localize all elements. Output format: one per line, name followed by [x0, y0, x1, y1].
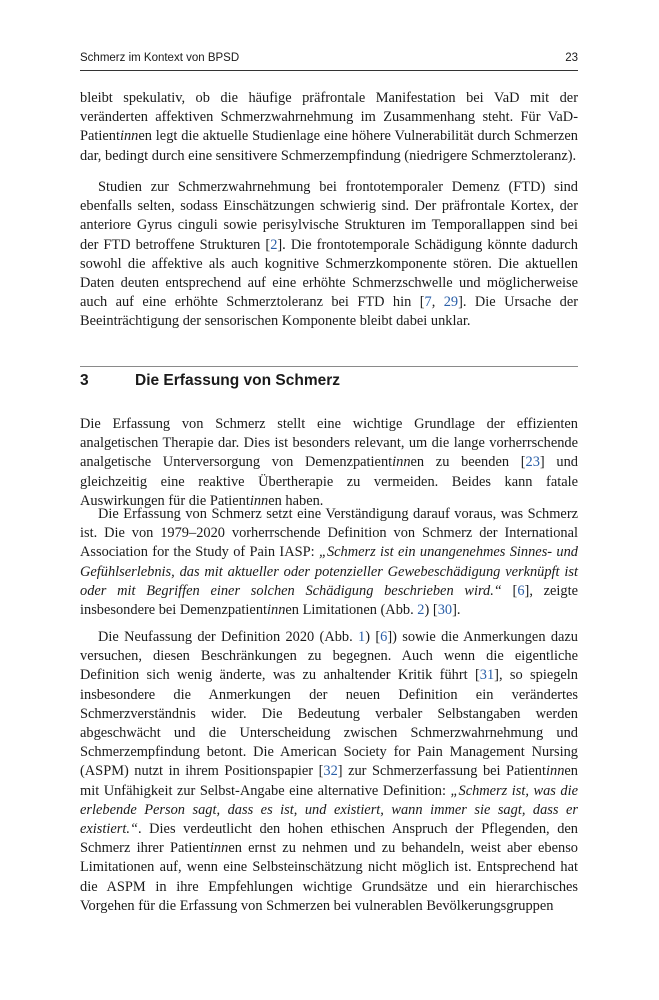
text: en Limitationen (Abb. [285, 602, 418, 619]
text: en haben. [268, 492, 324, 509]
paragraph-iasp-definition [80, 505, 578, 620]
text: ]) sowie die Anmerkungen dazu versuchen, diesen Beschränkungen zu begegnen. Auch wenn die eigentliche Definition sich wenig änderte, was zu anhaltender Kritik führt [ [80, 629, 578, 684]
gender-suffix: inn [267, 602, 286, 619]
text: en zu beenden [ [410, 454, 526, 471]
text: ]. Die Ursache der Beeinträchtigung der sensorischen Komponente bleibt dabei unklar. [80, 294, 578, 330]
gender-suffix: inn [546, 763, 565, 780]
citation-link[interactable]: 32 [323, 763, 338, 780]
text: Studien zur Schmerzwahrnehmung bei frontotemporaler Demenz (FTD) sind ebenfalls selten, sodass Einschätzungen schwierig sind. Der präfrontale Kortex, der anteriore Gyrus cinguli sowie perisylvische Strukturen im Temporallappen sind bei der FTD betroffene Strukturen [ [80, 179, 578, 253]
text: . Dies verdeutlicht den hohen ethischen Anspruch der Pflegenden, den Schmerz ihrer Patient [80, 821, 578, 857]
section-heading [80, 372, 578, 392]
text: ) [ [365, 629, 381, 645]
definition-quote: „Schmerz ist ein unangenehmes Sinnes- und Gefühlserlebnis, das mit aktueller oder potenzieller Gewebeschädigung verknüpft ist oder mit Begriffen einer solchen Schädigung beschrieben wird.“ [80, 544, 578, 599]
running-header [80, 52, 578, 68]
citation-link[interactable]: 6 [380, 629, 388, 645]
section-rule [80, 366, 578, 367]
paragraph-ftd [80, 178, 578, 332]
text: ], zeigte insbesondere bei Demenzpatient [80, 582, 579, 619]
section-number: 3 [80, 372, 89, 389]
definition-quote: „Schmerz ist, was die erlebende Person sagt, dass es ist, und existiert, wann immer sie sagt, dass er existiert.“ [80, 782, 578, 838]
gender-suffix: inn [119, 128, 139, 145]
section-title: Die Erfassung von Schmerz [135, 372, 341, 389]
text: Die Erfassung von Schmerz stellt eine wichtige Grundlage der effizienten analgetischen Therapie dar. Dies ist besonders relevant, um die lange vorherrschende analgetische Unterversorgung von Demenzpatient [80, 416, 578, 471]
gender-suffix: inn [209, 840, 229, 857]
text: , [431, 294, 444, 311]
citation-link[interactable]: 29 [443, 294, 459, 311]
header-rule [80, 70, 578, 71]
text: [ [501, 582, 518, 599]
citation-link[interactable]: 23 [525, 454, 540, 471]
running-title: Schmerz im Kontext von BPSD [80, 52, 240, 64]
page-number: 23 [565, 52, 578, 64]
text: Die Neufassung der Definition 2020 (Abb. [98, 629, 359, 645]
citation-link[interactable]: 30 [437, 602, 453, 619]
gender-suffix: inn [392, 454, 411, 471]
text: en ernst zu nehmen und zu behandeln, weist aber ebenso Limitationen auf, wenn eine Selbsteinschätzung nicht möglich ist. Entsprechend hat die ASPM in ihre Empfehlungen wichtige Grundsätze und ein hierarchisches Vorgehen für die Erfassung von Schmerzen bei vulnerablen Bevölkerungsgruppen [80, 840, 578, 914]
text: ] zur Schmerzerfassung bei Patient [337, 763, 546, 780]
citation-link[interactable]: 31 [479, 667, 495, 684]
text: ]. Die frontotemporale Schädigung könnte dadurch sowohl die affektive als auch kognitive Schmerzkomponente stören. Die aktuellen Daten deuten entsprechend auf eine erhöhte Schmerzschwelle und möglicherweise auch auf eine erhöhte Schmerztoleranz bei FTD hin [ [80, 236, 578, 311]
figure-link[interactable]: 2 [417, 602, 425, 619]
text: en legt die aktuelle Studienlage eine höhere Vulnerabilität durch Schmerzen dar, bedingt durch eine sensitivere Schmerzempfindung (niedrigere Schmerztoleranz). [80, 128, 578, 164]
citation-link[interactable]: 2 [270, 236, 278, 253]
text: Die Erfassung von Schmerz setzt eine Verständigung darauf voraus, was Schmerz ist. Die von 1979–2020 vorherrschende Definition von Schmerz der International Association for the Study of Pain IASP: [80, 506, 578, 561]
citation-link[interactable]: 7 [424, 294, 432, 311]
text: ], so spiegeln insbesondere die Anmerkungen der neuen Definition ein verändertes Schmerzverständnis wider. Die Bedeutung verbaler Selbstangaben werden abgeschwächt und die Unterscheidung zwischen Schmerzwahrnehmung und Schmerzempfindung betont. Die American Society for Pain Management Nursing (ASPM) nutzt in ihrem Positionspapier [ [80, 667, 578, 780]
paragraph-erfassung [80, 415, 578, 511]
text: ] und gleichzeitig eine reaktive Übertherapie zu vermeiden. Beides kann fatale Auswirkungen für die Patient [80, 454, 578, 509]
text: ]. [452, 602, 461, 619]
citation-link[interactable]: 6 [517, 582, 525, 599]
gender-suffix: inn [249, 492, 269, 509]
figure-link[interactable]: 1 [358, 629, 366, 645]
paragraph-neufassung [80, 628, 578, 916]
text: en mit Unfähigkeit zur Selbst-Angabe eine alternative Definition: [80, 763, 578, 799]
paragraph-vad [80, 89, 578, 166]
text: ) [ [424, 602, 438, 619]
text: bleibt spekulativ, ob die häufige präfrontale Manifestation bei VaD mit der veränderten affektiven Schmerzwahrnehmung im Zusammenhang steht. Für VaD-Patient [80, 90, 578, 145]
